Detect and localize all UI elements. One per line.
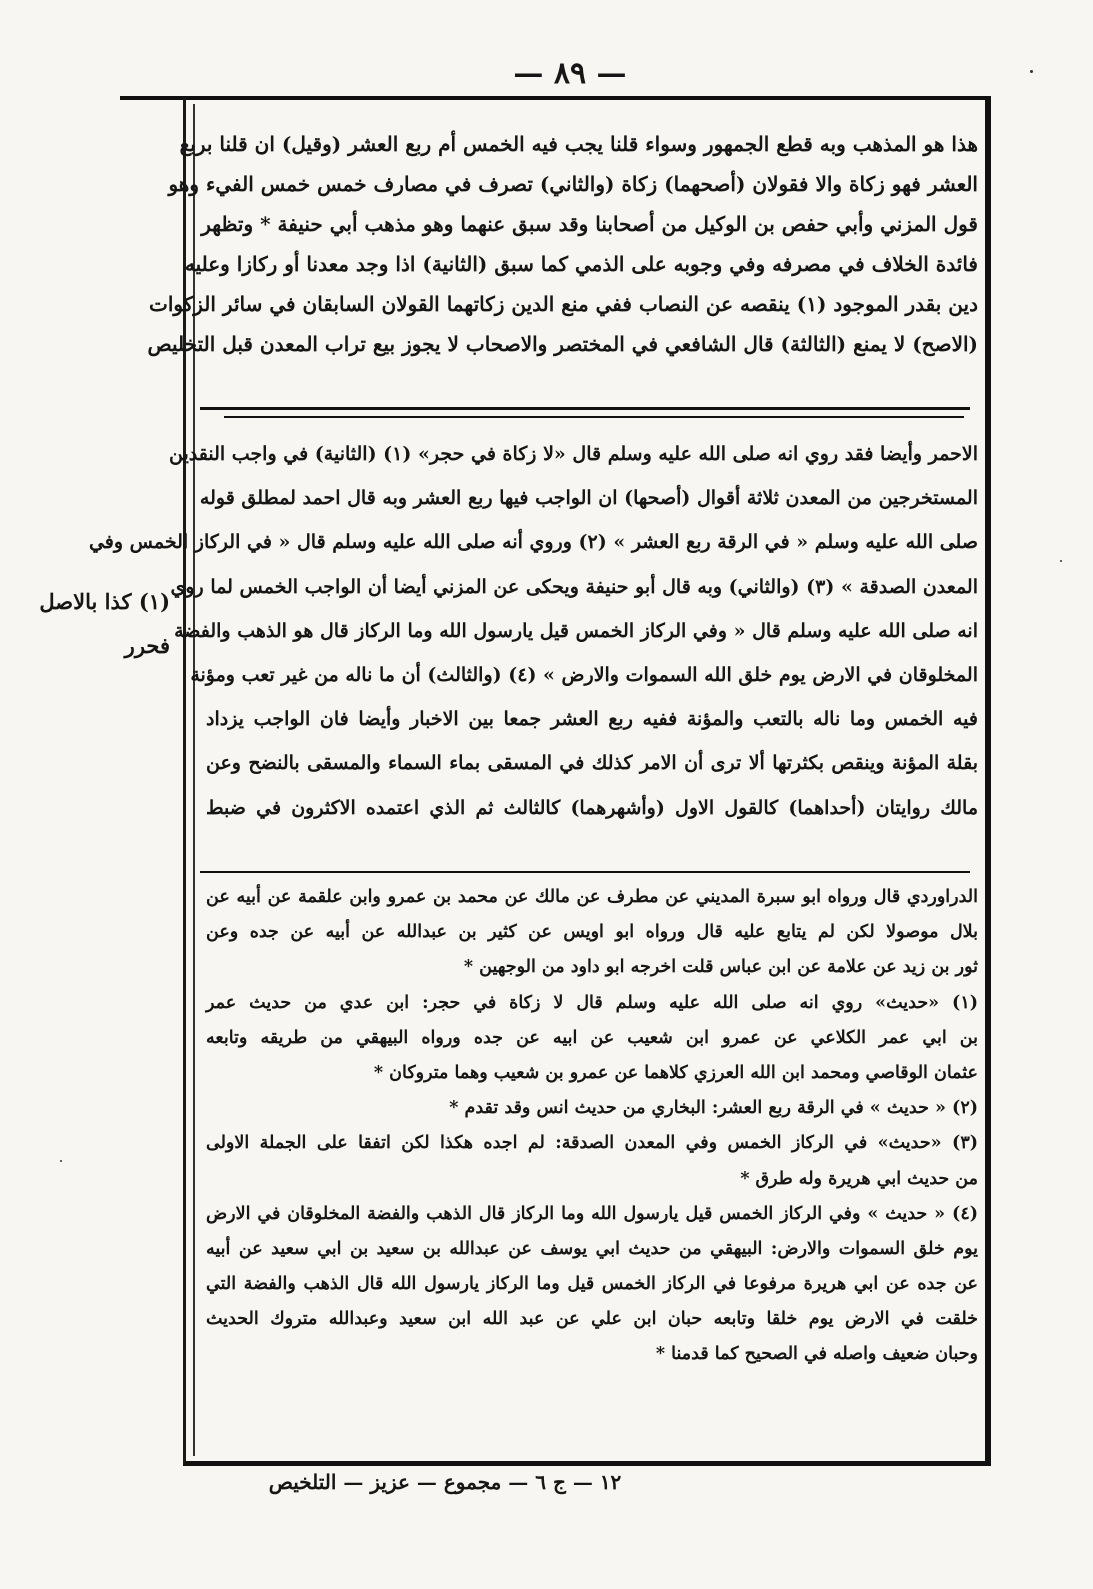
section-divider [200,871,970,873]
footnote-line: خلقت في الارض يوم خلقا وتابعه حبان ابن علي عن عبد الله ابن سعيد وعبدالله متروك الحديث [206,1309,978,1330]
margin-note [20,580,170,668]
margin-note-line: (١) كذا بالاصل [39,589,170,614]
text-line: المعدن الصدقة » (٣) (والثاني) وبه قال أبو حنيفة ويحكى عن المزني أيضا أن الواجب الخمس لما روي [170,575,978,598]
footnotes [206,880,978,1373]
text-line: صلى الله عليه وسلم « في الرقة ربع العشر » (٢) وروي أنه صلى الله عليه وسلم قال « في الركاز الخمس وفي [88,531,978,554]
main-text [147,124,978,364]
footnote-line: وحبان ضعيف واصله في الصحيح كما قدمنا * [655,1344,978,1365]
page-footer: ١٢ — ج ٦ — مجموع — عزيز — التلخيص [268,1470,622,1494]
section-divider [200,407,970,410]
text-line: (الاصح) لا يمنع (الثالثة) قال الشافعي في المختصر والاصحاب لا يجوز بيع تراب المعدن قبل التخليص [147,332,978,356]
text-line: المخلوقان في الارض يوم خلق الله السموات والارض » (٤) (والثالث) أن ما ناله من غير تعب ومؤنة [190,663,978,686]
text-line: بقلة المؤنة وينقص بكثرتها ألا ترى أن الامر كذلك في المسقى بماء السماء والمسقى بالنضح وعن [206,752,978,775]
scan-speck [60,1160,62,1162]
text-line: فيه الخمس وما ناله بالتعب والمؤنة ففيه ربع العشر جمعا بين الاخبار وأيضا فان الواجب يزداد [206,708,978,731]
footnote-line: ثور بن زيد عن علامة عن ابن عباس قلت اخرجه ابو داود من الوجهين * [463,957,978,978]
margin-note-line: فحرر [124,633,170,658]
text-line: فائدة الخلاف في مصرفه وفي وجوبه على الذمي كما سبق (الثانية) اذا وجد معدنا أو ركازا وعليه [184,252,978,276]
footnote-line: عثمان الوقاصي ومحمد ابن الله العرزي كلاهما عن عمرو بن شعيب وهما متروكان * [373,1062,978,1083]
footnote-line: يوم خلق السموات والارض: البيهقي من حديث ابي يوسف عن عبدالله بن سعيد بن ابي سعيد عن أبيه [206,1238,978,1259]
footnote-line: عن جده عن ابي هريرة مرفوعا في الركاز الخمس قيل وما الركاز يارسول الله قال الذهب والفضة التي [206,1274,978,1295]
scan-speck [1030,70,1033,73]
text-line: قول المزني وأبي حفص بن الوكيل من أصحابنا وقد سبق عنهما وهو مذهب أبي حنيفة * وتظهر [201,212,978,236]
text-line: دين بقدر الموجود (١) ينقصه عن النصاب ففي منع الدين زكاتهما القولان السابقان في سائر الزكوات [149,292,978,316]
text-line: المستخرجين من المعدن ثلاثة أقوال (أصحها) ان الواجب فيها ربع العشر وبه قال احمد لمطلق قوله [199,487,978,510]
section-divider [224,416,964,418]
footnote-line: (٤) « حديث » وفي الركاز الخمس قيل يارسول الله وما الركاز قال الذهب والفضة المخلوقان في الارض [206,1203,978,1224]
footnote-line: (١) «حديث» روي انه صلى الله عليه وسلم قال لا زكاة في حجر: ابن عدي من حديث عمر [206,992,978,1013]
text-line: مالك روايتان (أحداهما) كالقول الاول (وأشهرهما) كالثالث ثم الذي اعتمده الاكثرون في ضبط [206,796,978,819]
footnote-line: (٣) «حديث» في الركاز الخمس وفي المعدن الصدقة: لم اجده هكذا لكن اتفقا على الجملة الاولى [206,1133,978,1154]
footnote-line: بلال موصولا لكن لم يتابع عليه قال ورواه ابو اويس عن كثير بن عبدالله عن أبيه عن جده وعن [206,922,978,943]
scan-speck [1060,560,1062,562]
footnote-line: (٢) « حديث » في الرقة ربع العشر: البخاري من حديث انس وقد تقدم * [449,1098,978,1119]
text-line: العشر فهو زكاة والا فقولان (أصحهما) زكاة (والثاني) تصرف في مصارف خمس خمس الفيء وهو [168,172,978,196]
text-line: الاحمر وأيضا فقد روي انه صلى الله عليه وسلم قال «لا زكاة في حجر» (١) (الثانية) في واجب النقدين [169,443,978,465]
text-line: انه صلى الله عليه وسلم قال « وفي الركاز الخمس قيل يارسول الله وما الركاز قال هو الذهب والفضة [174,619,978,642]
text-line: هذا هو المذهب وبه قطع الجمهور وسواء قلنا يجب فيه الخمس أم ربع العشر (وقيل) ان قلنا بربع [179,132,978,156]
page-number: — ٨٩ — [513,56,627,91]
footnote-line: بن ابي عمر الكلاعي عن عمرو ابن شعيب عن ابيه عن جده ورواه البيهقي من طريقه وتابعه [206,1027,978,1048]
footnote-line: الدراوردي قال ورواه ابو سبرة المديني عن مطرف عن مالك عن محمد بن عمرو وابن علقمة عن أبيه عن [206,887,978,907]
footnote-line: من حديث ابي هريرة وله طرق * [740,1168,978,1189]
